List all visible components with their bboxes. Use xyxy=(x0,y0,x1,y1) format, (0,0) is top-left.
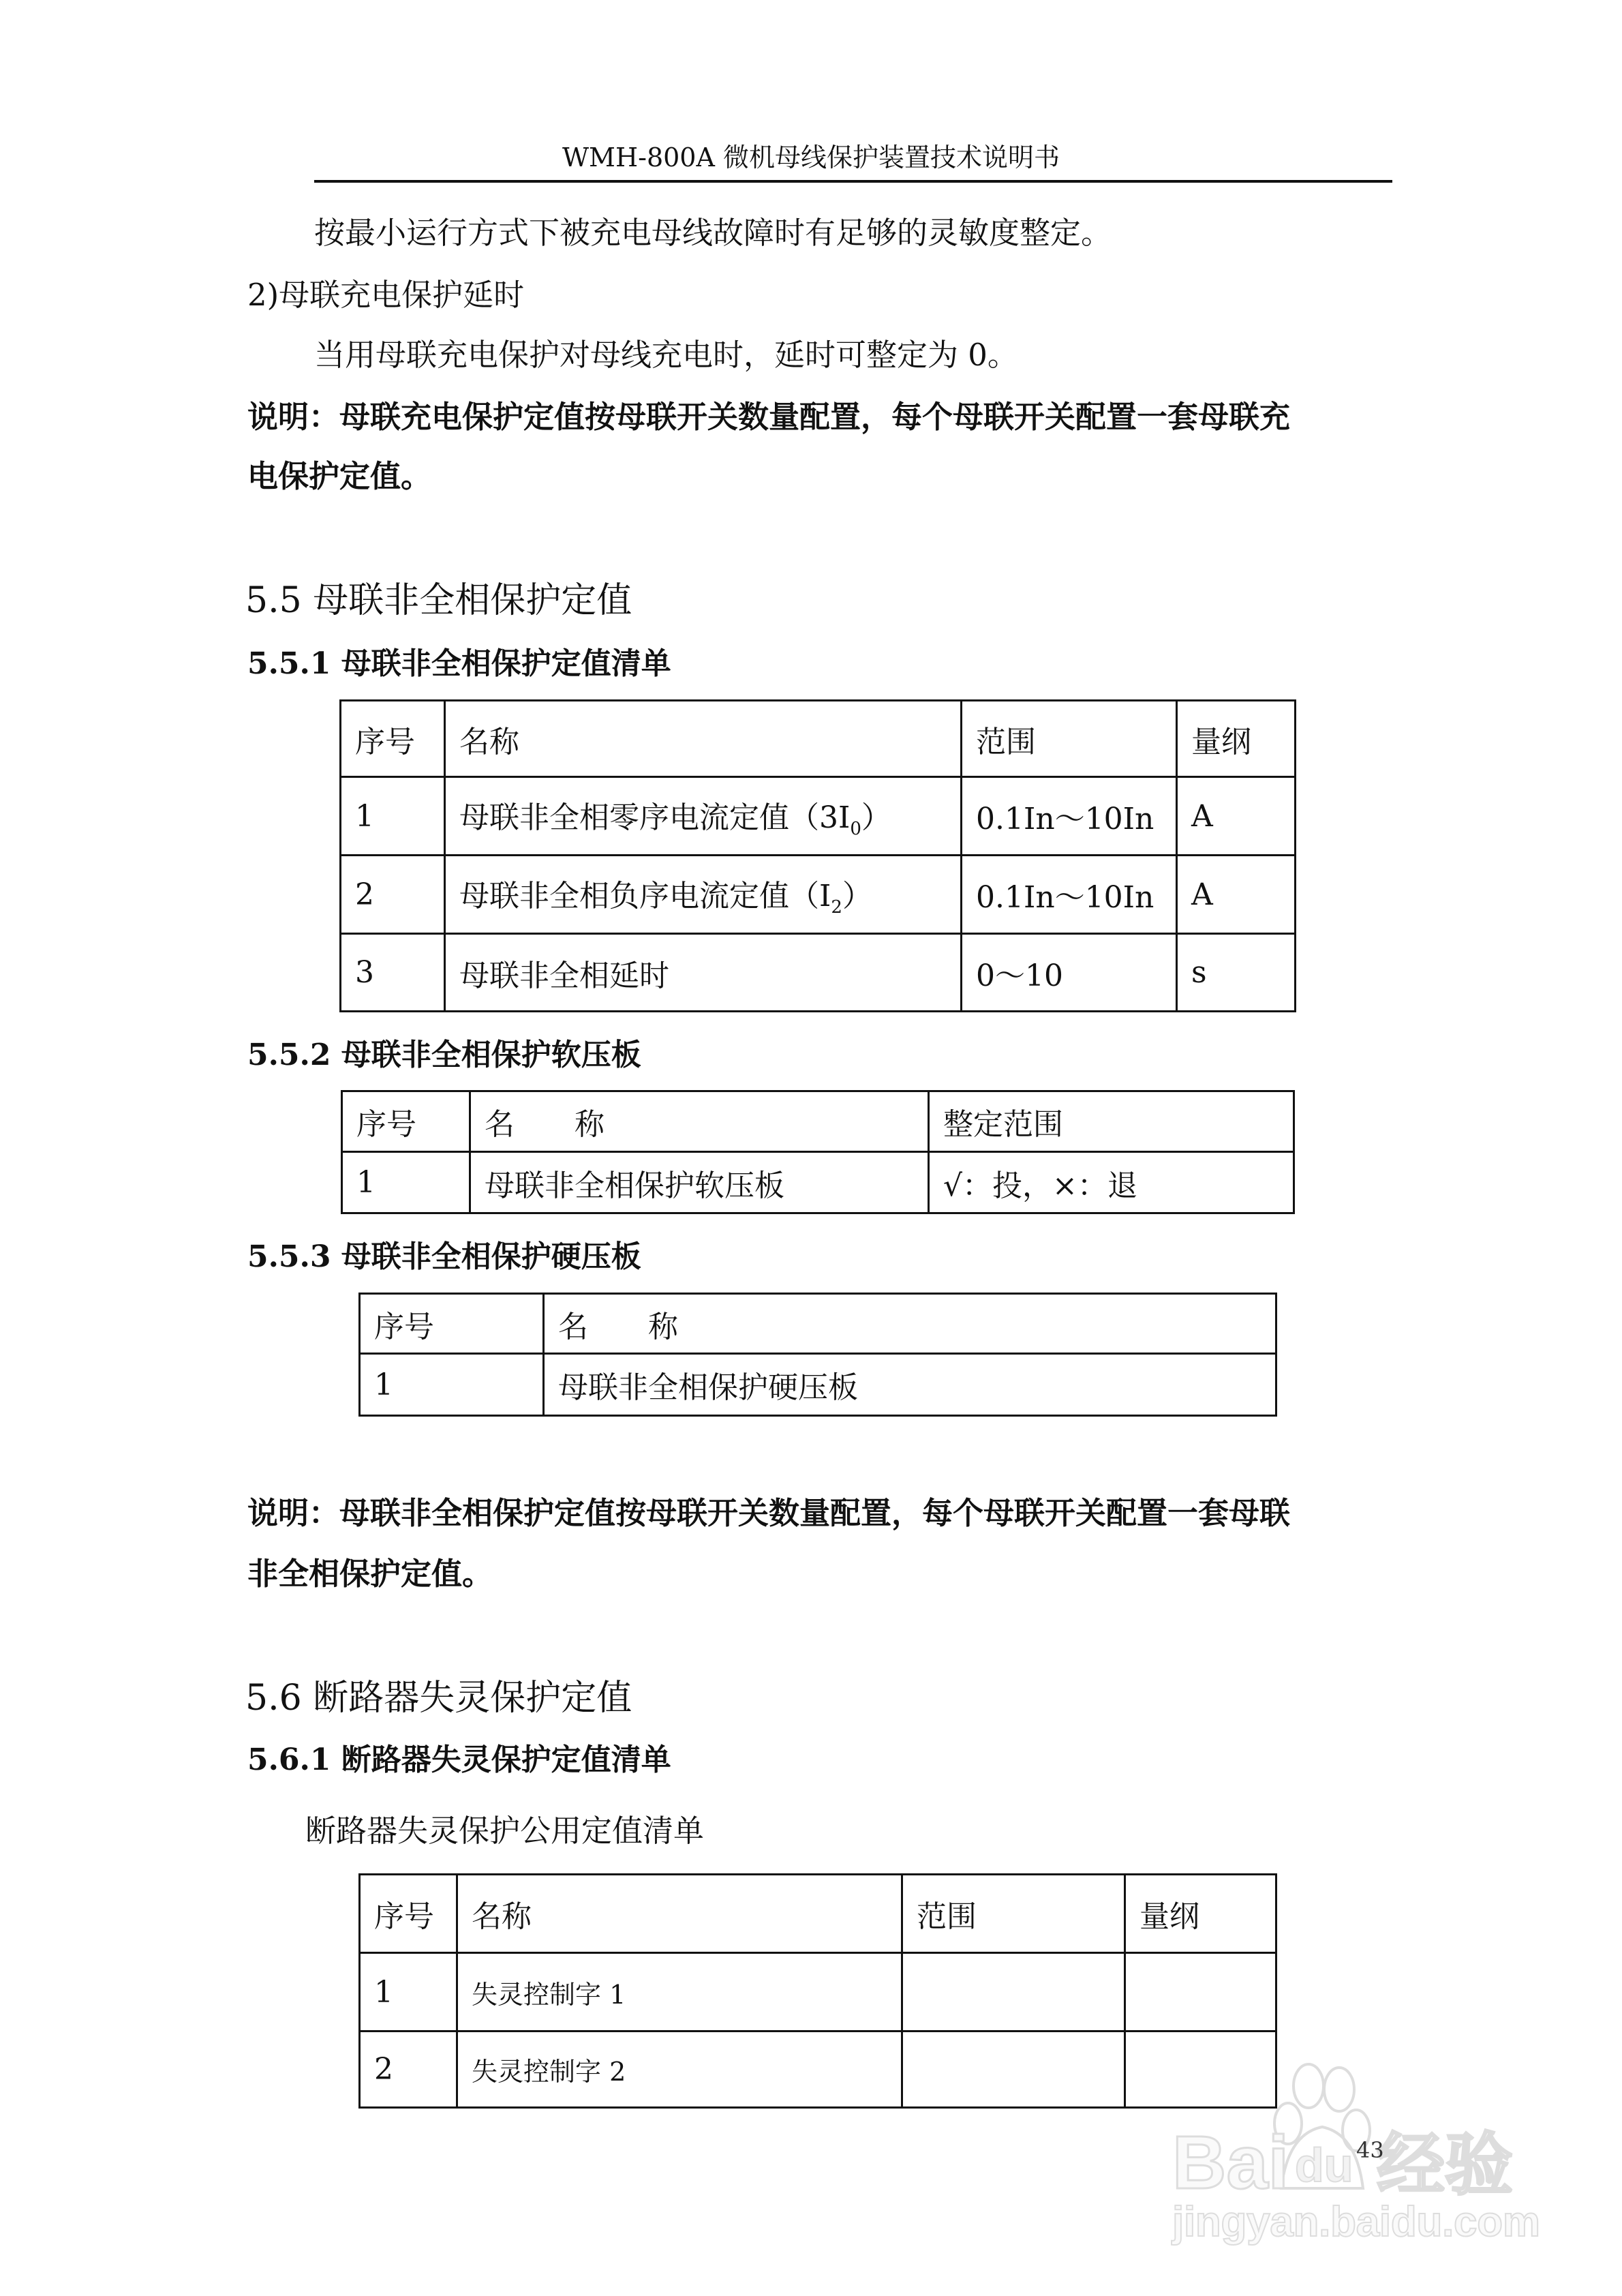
settings-table xyxy=(339,699,1296,1012)
note-line: 说明：母联非全相保护定值按母联开关数量配置，每个母联开关配置一套母联 xyxy=(247,1495,1291,1531)
table-row xyxy=(360,2031,1276,2108)
cell: s xyxy=(1177,934,1296,1012)
section-heading: 5.5 母联非全相保护定值 xyxy=(245,580,632,621)
cell: 1 xyxy=(342,1152,470,1213)
header-cell: 名 称 xyxy=(470,1091,929,1152)
cell xyxy=(445,856,962,934)
cell: √：投，×：退 xyxy=(929,1152,1294,1213)
header-cell: 整定范围 xyxy=(929,1091,1294,1152)
subscript: 0 xyxy=(850,819,861,839)
cell: 母联非全相延时 xyxy=(445,934,962,1012)
subscript: 2 xyxy=(831,897,842,918)
svg-text:Bai: Bai xyxy=(1172,2121,1289,2205)
cell: 1 xyxy=(360,1953,457,2031)
cell: 1 xyxy=(360,1354,544,1416)
header-cell: 名称 xyxy=(445,701,962,777)
cell: A xyxy=(1177,856,1296,934)
cell-text: ） xyxy=(861,800,891,835)
paragraph: 当用母联充电保护对母线充电时，延时可整定为 0。 xyxy=(314,337,1018,373)
cell: 母联非全相保护硬压板 xyxy=(544,1354,1276,1416)
header-rule xyxy=(314,180,1392,183)
cell-text: 母联非全相负序电流定值（I xyxy=(459,879,831,913)
page-number: 43 xyxy=(1356,2137,1384,2163)
note-line: 说明：母联充电保护定值按母联开关数量配置，每个母联开关配置一套母联充 xyxy=(247,399,1291,435)
cell: A xyxy=(1177,777,1296,856)
header-cell: 序号 xyxy=(360,1875,457,1953)
table-row xyxy=(341,934,1296,1012)
header-cell: 名 称 xyxy=(544,1294,1276,1354)
header-cell: 名称 xyxy=(457,1875,902,1953)
section-heading: 5.6 断路器失灵保护定值 xyxy=(245,1678,632,1719)
table-row xyxy=(360,1354,1276,1416)
header-cell: 序号 xyxy=(341,701,445,777)
header-cell: 序号 xyxy=(342,1091,470,1152)
paragraph: 按最小运行方式下被充电母线故障时有足够的灵敏度整定。 xyxy=(314,215,1112,251)
baidu-watermark-logo xyxy=(1145,2059,1554,2263)
table-row xyxy=(341,777,1296,856)
header-cell: 量纲 xyxy=(1177,701,1296,777)
svg-text:jingyan.baidu.com: jingyan.baidu.com xyxy=(1172,2199,1540,2246)
cell: 母联非全相保护软压板 xyxy=(470,1152,929,1213)
subsection-heading: 5.5.3 母联非全相保护硬压板 xyxy=(247,1239,641,1274)
cell: 2 xyxy=(360,2031,457,2108)
svg-text:du: du xyxy=(1295,2139,1353,2192)
cell: 2 xyxy=(341,856,445,934)
table-caption: 断路器失灵保护公用定值清单 xyxy=(305,1813,705,1849)
header-cell: 量纲 xyxy=(1125,1875,1276,1953)
subsection-heading: 5.5.2 母联非全相保护软压板 xyxy=(247,1038,641,1072)
cell: 0.1In～10In xyxy=(962,856,1177,934)
cell: 失灵控制字 1 xyxy=(457,1953,902,2031)
cell: 1 xyxy=(341,777,445,856)
svg-text:经验: 经验 xyxy=(1377,2125,1513,2205)
table-row xyxy=(341,856,1296,934)
cell xyxy=(445,777,962,856)
note-line: 电保护定值。 xyxy=(247,458,432,494)
header-cell: 范围 xyxy=(962,701,1177,777)
cell-text: 母联非全相零序电流定值（3I xyxy=(459,800,851,835)
list-item: 2)母联充电保护延时 xyxy=(247,277,525,313)
header-cell: 范围 xyxy=(902,1875,1125,1953)
cell-text: ） xyxy=(842,879,872,913)
header-cell: 序号 xyxy=(360,1294,544,1354)
cell: 失灵控制字 2 xyxy=(457,2031,902,2108)
note-line: 非全相保护定值。 xyxy=(247,1556,493,1592)
cell: 0～10 xyxy=(962,934,1177,1012)
cell: 0.1In～10In xyxy=(962,777,1177,856)
table-row xyxy=(342,1152,1294,1213)
breaker-failure-table xyxy=(358,1873,1277,2109)
cell xyxy=(1125,1953,1276,2031)
running-header: WMH-800A 微机母线保护装置技术说明书 xyxy=(562,142,1060,172)
subsection-heading: 5.6.1 断路器失灵保护定值清单 xyxy=(247,1742,671,1777)
hard-plate-table xyxy=(358,1293,1277,1417)
subsection-heading: 5.5.1 母联非全相保护定值清单 xyxy=(247,646,671,681)
cell xyxy=(902,1953,1125,2031)
cell xyxy=(902,2031,1125,2108)
cell: 3 xyxy=(341,934,445,1012)
soft-plate-table xyxy=(341,1090,1295,1214)
table-row xyxy=(360,1953,1276,2031)
